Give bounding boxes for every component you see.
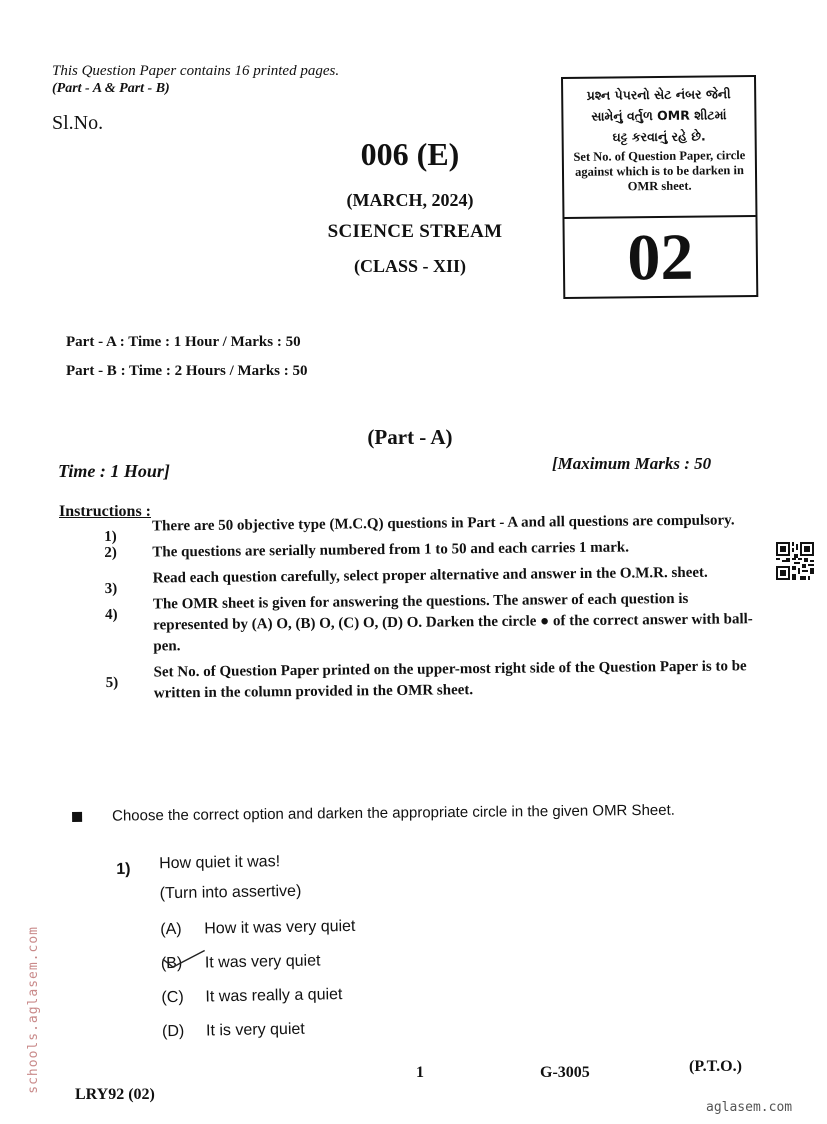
- gujarati-line-3: ઘટ્ટ કરવાનું રહે છે.: [612, 128, 706, 145]
- gujarati-line-1: પ્રશ્ન પેપરનો સેટ નંબર જેની: [586, 86, 731, 103]
- instruction-item: [105, 588, 754, 658]
- instruction-text: Read each question carefully, select proper alternative and answer in the O.M.R. sheet.: [152, 564, 708, 587]
- square-bullet-icon: [72, 812, 82, 822]
- gujarati-line-2: સામેનું વર્તુળ OMR શીટમાં: [591, 107, 727, 124]
- instructions-list: [104, 510, 754, 710]
- instruction-text: The OMR sheet is given for answering the questions. The answer of each question is represented by (A) O, (B) O, (C) O, (D) O. Darken the circle ● of the correct answer with ball-pen.: [152, 590, 753, 655]
- instruction-number: 4): [104, 606, 118, 623]
- question-text: How quiet it was!: [158, 853, 281, 873]
- instruction-text: Set No. of Question Paper printed on the upper-most right side of the Question Paper is to be written in the column provided in the OMR sheet.: [153, 658, 747, 702]
- option-label: (B): [160, 954, 183, 973]
- paper-code: 006 (E): [360, 136, 460, 172]
- set-box-gujarati: [563, 77, 755, 148]
- option-label: (C): [161, 988, 184, 1007]
- option-label: (A): [160, 920, 182, 939]
- option-text: It was very quiet: [204, 952, 321, 972]
- instructions-title: Instructions :: [59, 503, 152, 520]
- class-title: (CLASS - XII): [353, 256, 467, 276]
- set-box-english: Set No. of Question Paper, circle against which is to be darken in OMR sheet.: [573, 148, 746, 194]
- instruction-number: 5): [105, 674, 119, 691]
- instruction-item: [104, 510, 752, 545]
- instruction-item: [106, 656, 754, 705]
- mcq-instruction-text: Choose the correct option and darken the appropriate circle in the given OMR Sheet.: [111, 801, 675, 825]
- instruction-text: There are 50 objective type (M.C.Q) questions in Part - A and all questions are compulsory.: [152, 512, 735, 535]
- side-watermark: schools.aglasem.com: [26, 926, 41, 1094]
- timings: [66, 328, 308, 386]
- stream-title: SCIENCE STREAM: [327, 221, 503, 242]
- option-a: [160, 918, 355, 939]
- instruction-number: 3): [104, 580, 118, 597]
- instruction-number: 2): [104, 544, 117, 561]
- handwritten-tick-mark-icon: [159, 944, 220, 975]
- pages-note: [52, 62, 339, 98]
- question-number: 1): [116, 860, 131, 878]
- sl-no-label: Sl.No.: [52, 112, 104, 134]
- part-a-title: (Part - A): [367, 425, 453, 449]
- part-a-time: Time : 1 Hour]: [58, 461, 170, 481]
- instruction-number: 1): [104, 528, 117, 545]
- part-a-timing: Part - A : Time : 1 Hour / Marks : 50: [66, 334, 301, 350]
- question-instruction: (Turn into assertive): [159, 882, 302, 903]
- part-a-max-marks: [Maximum Marks : 50: [552, 454, 712, 473]
- pto-label: (P.T.O.): [689, 1058, 742, 1075]
- option-c: [161, 986, 342, 1007]
- mcq-instruction: [72, 801, 732, 825]
- option-b: [161, 952, 321, 973]
- parts-note: (Part - A & Part - B): [52, 81, 170, 96]
- instruction-text: The questions are serially numbered from 1 to 50 and each carries 1 mark.: [152, 539, 630, 561]
- option-text: How it was very quiet: [204, 917, 356, 938]
- bottom-watermark: aglasem.com: [706, 1100, 793, 1115]
- set-number: 02: [627, 220, 694, 295]
- pages-note-text: This Question Paper contains 16 printed pages.: [52, 63, 340, 79]
- option-text: It was really a quiet: [205, 986, 343, 1006]
- page-number: 1: [416, 1064, 424, 1081]
- instruction-item: [104, 536, 752, 564]
- lry-code: LRY92 (02): [75, 1086, 155, 1103]
- exam-date: (MARCH, 2024): [346, 190, 474, 210]
- instruction-item: [104, 562, 753, 597]
- option-label: (D): [161, 1022, 185, 1041]
- qr-code-icon: [776, 542, 814, 580]
- option-d: [162, 1021, 305, 1041]
- option-text: It is very quiet: [205, 1020, 305, 1040]
- paper-footer-code: G-3005: [540, 1064, 590, 1081]
- set-number-box: [561, 75, 758, 299]
- part-b-timing: Part - B : Time : 2 Hours / Marks : 50: [66, 363, 308, 379]
